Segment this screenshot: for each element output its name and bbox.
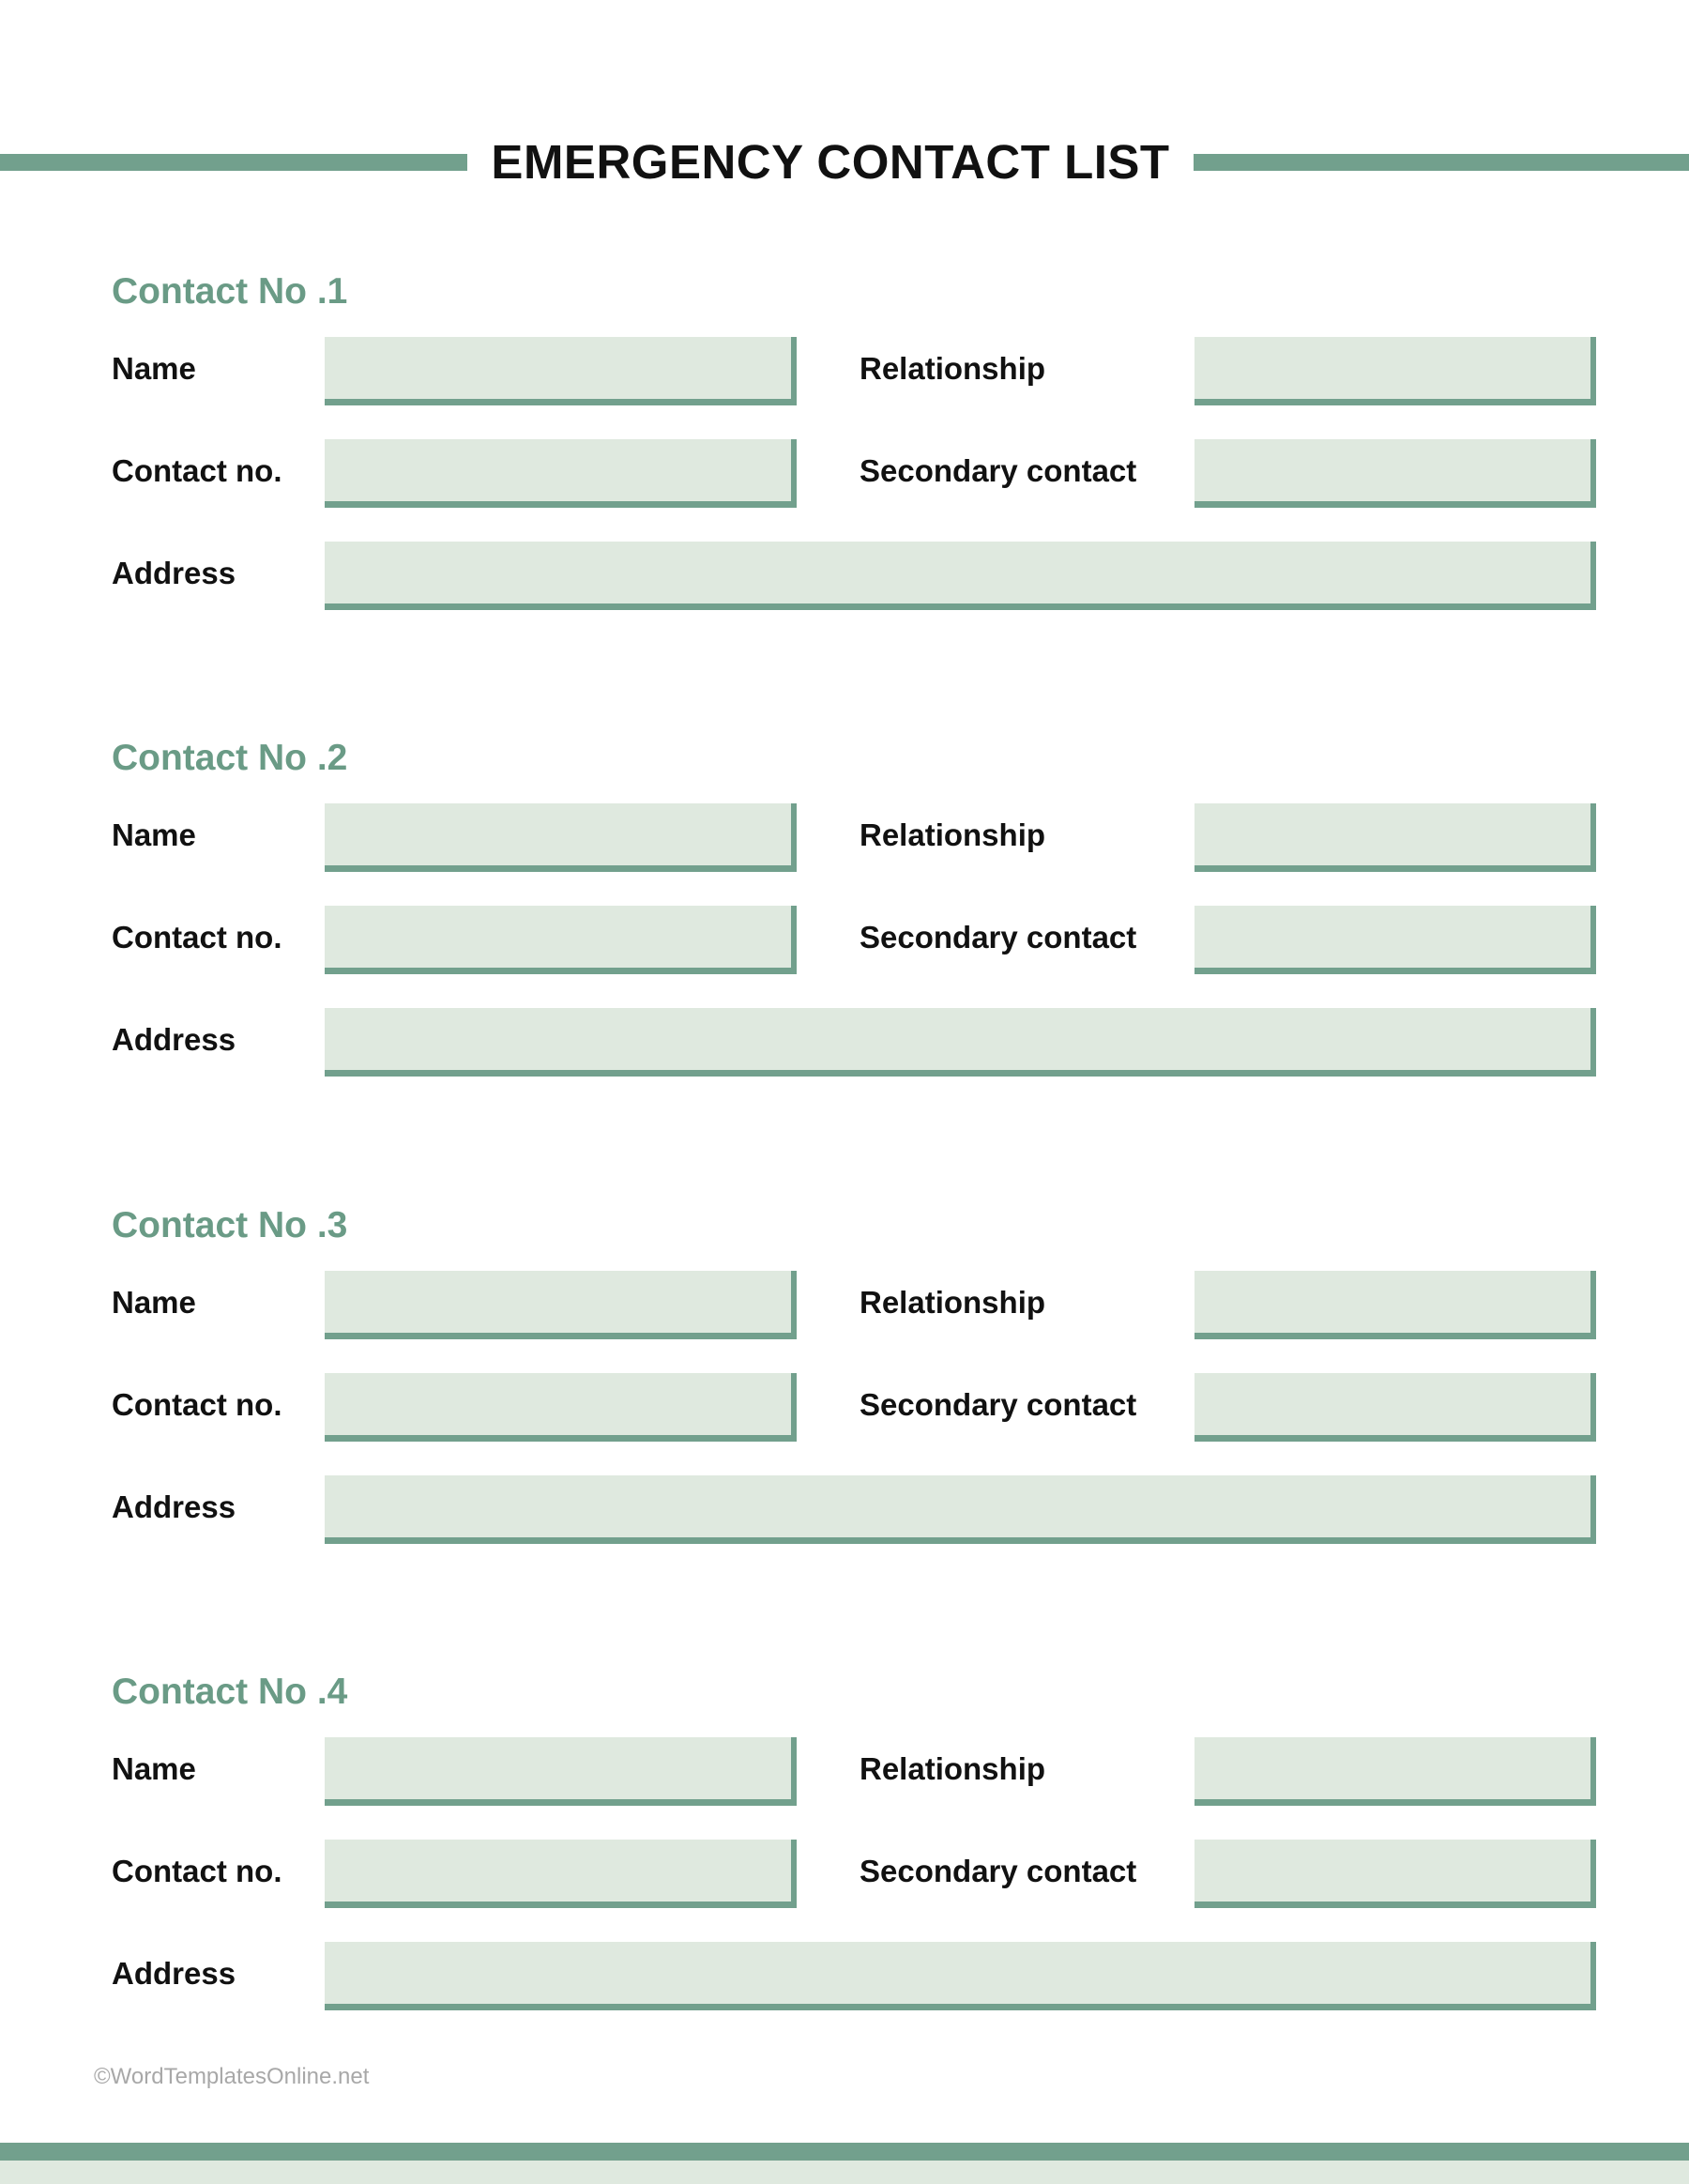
- relationship-field[interactable]: [1194, 1271, 1596, 1339]
- contact-no-label: Contact no.: [112, 920, 282, 955]
- contact-no-label: Contact no.: [112, 453, 282, 488]
- name-field[interactable]: [325, 337, 797, 405]
- contact-no-field[interactable]: [325, 1840, 797, 1908]
- contact-no-field[interactable]: [325, 906, 797, 974]
- name-label: Name: [112, 1285, 196, 1320]
- secondary-contact-field[interactable]: [1194, 1840, 1596, 1908]
- contact-heading: Contact No .3: [112, 1205, 348, 1245]
- address-field[interactable]: [325, 1008, 1596, 1077]
- footer-rule: [0, 2143, 1689, 2161]
- address-field[interactable]: [325, 1942, 1596, 2010]
- page-title: EMERGENCY CONTACT LIST: [491, 135, 1170, 189]
- name-label: Name: [112, 1751, 196, 1786]
- watermark-text: ©WordTemplatesOnline.net: [94, 2064, 370, 2089]
- address-label: Address: [112, 1022, 236, 1057]
- address-field[interactable]: [325, 1475, 1596, 1544]
- secondary-contact-field[interactable]: [1194, 1373, 1596, 1442]
- title-rule-left: [0, 154, 467, 171]
- contact-section-4: [0, 1669, 1689, 2063]
- contact-no-label: Contact no.: [112, 1854, 282, 1888]
- relationship-field[interactable]: [1194, 803, 1596, 872]
- relationship-field[interactable]: [1194, 337, 1596, 405]
- contact-no-label: Contact no.: [112, 1387, 282, 1422]
- secondary-contact-label: Secondary contact: [860, 1387, 1137, 1422]
- name-label: Name: [112, 351, 196, 386]
- address-field[interactable]: [325, 542, 1596, 610]
- address-label: Address: [112, 556, 236, 590]
- contact-heading: Contact No .2: [112, 738, 348, 778]
- title-rule-right: [1194, 154, 1689, 171]
- address-label: Address: [112, 1956, 236, 1991]
- name-field[interactable]: [325, 1271, 797, 1339]
- contact-section-1: [0, 268, 1689, 663]
- secondary-contact-label: Secondary contact: [860, 1854, 1137, 1888]
- relationship-label: Relationship: [860, 1751, 1046, 1786]
- relationship-label: Relationship: [860, 351, 1046, 386]
- name-label: Name: [112, 817, 196, 852]
- name-field[interactable]: [325, 803, 797, 872]
- relationship-label: Relationship: [860, 1285, 1046, 1320]
- footer-band: [0, 2161, 1689, 2184]
- contact-section-3: [0, 1202, 1689, 1596]
- secondary-contact-label: Secondary contact: [860, 453, 1137, 488]
- relationship-field[interactable]: [1194, 1737, 1596, 1806]
- address-label: Address: [112, 1489, 236, 1524]
- secondary-contact-field[interactable]: [1194, 906, 1596, 974]
- contact-heading: Contact No .1: [112, 271, 348, 312]
- contact-heading: Contact No .4: [112, 1672, 348, 1712]
- contact-section-2: [0, 735, 1689, 1129]
- relationship-label: Relationship: [860, 817, 1046, 852]
- contact-no-field[interactable]: [325, 439, 797, 508]
- contact-no-field[interactable]: [325, 1373, 797, 1442]
- secondary-contact-label: Secondary contact: [860, 920, 1137, 955]
- name-field[interactable]: [325, 1737, 797, 1806]
- secondary-contact-field[interactable]: [1194, 439, 1596, 508]
